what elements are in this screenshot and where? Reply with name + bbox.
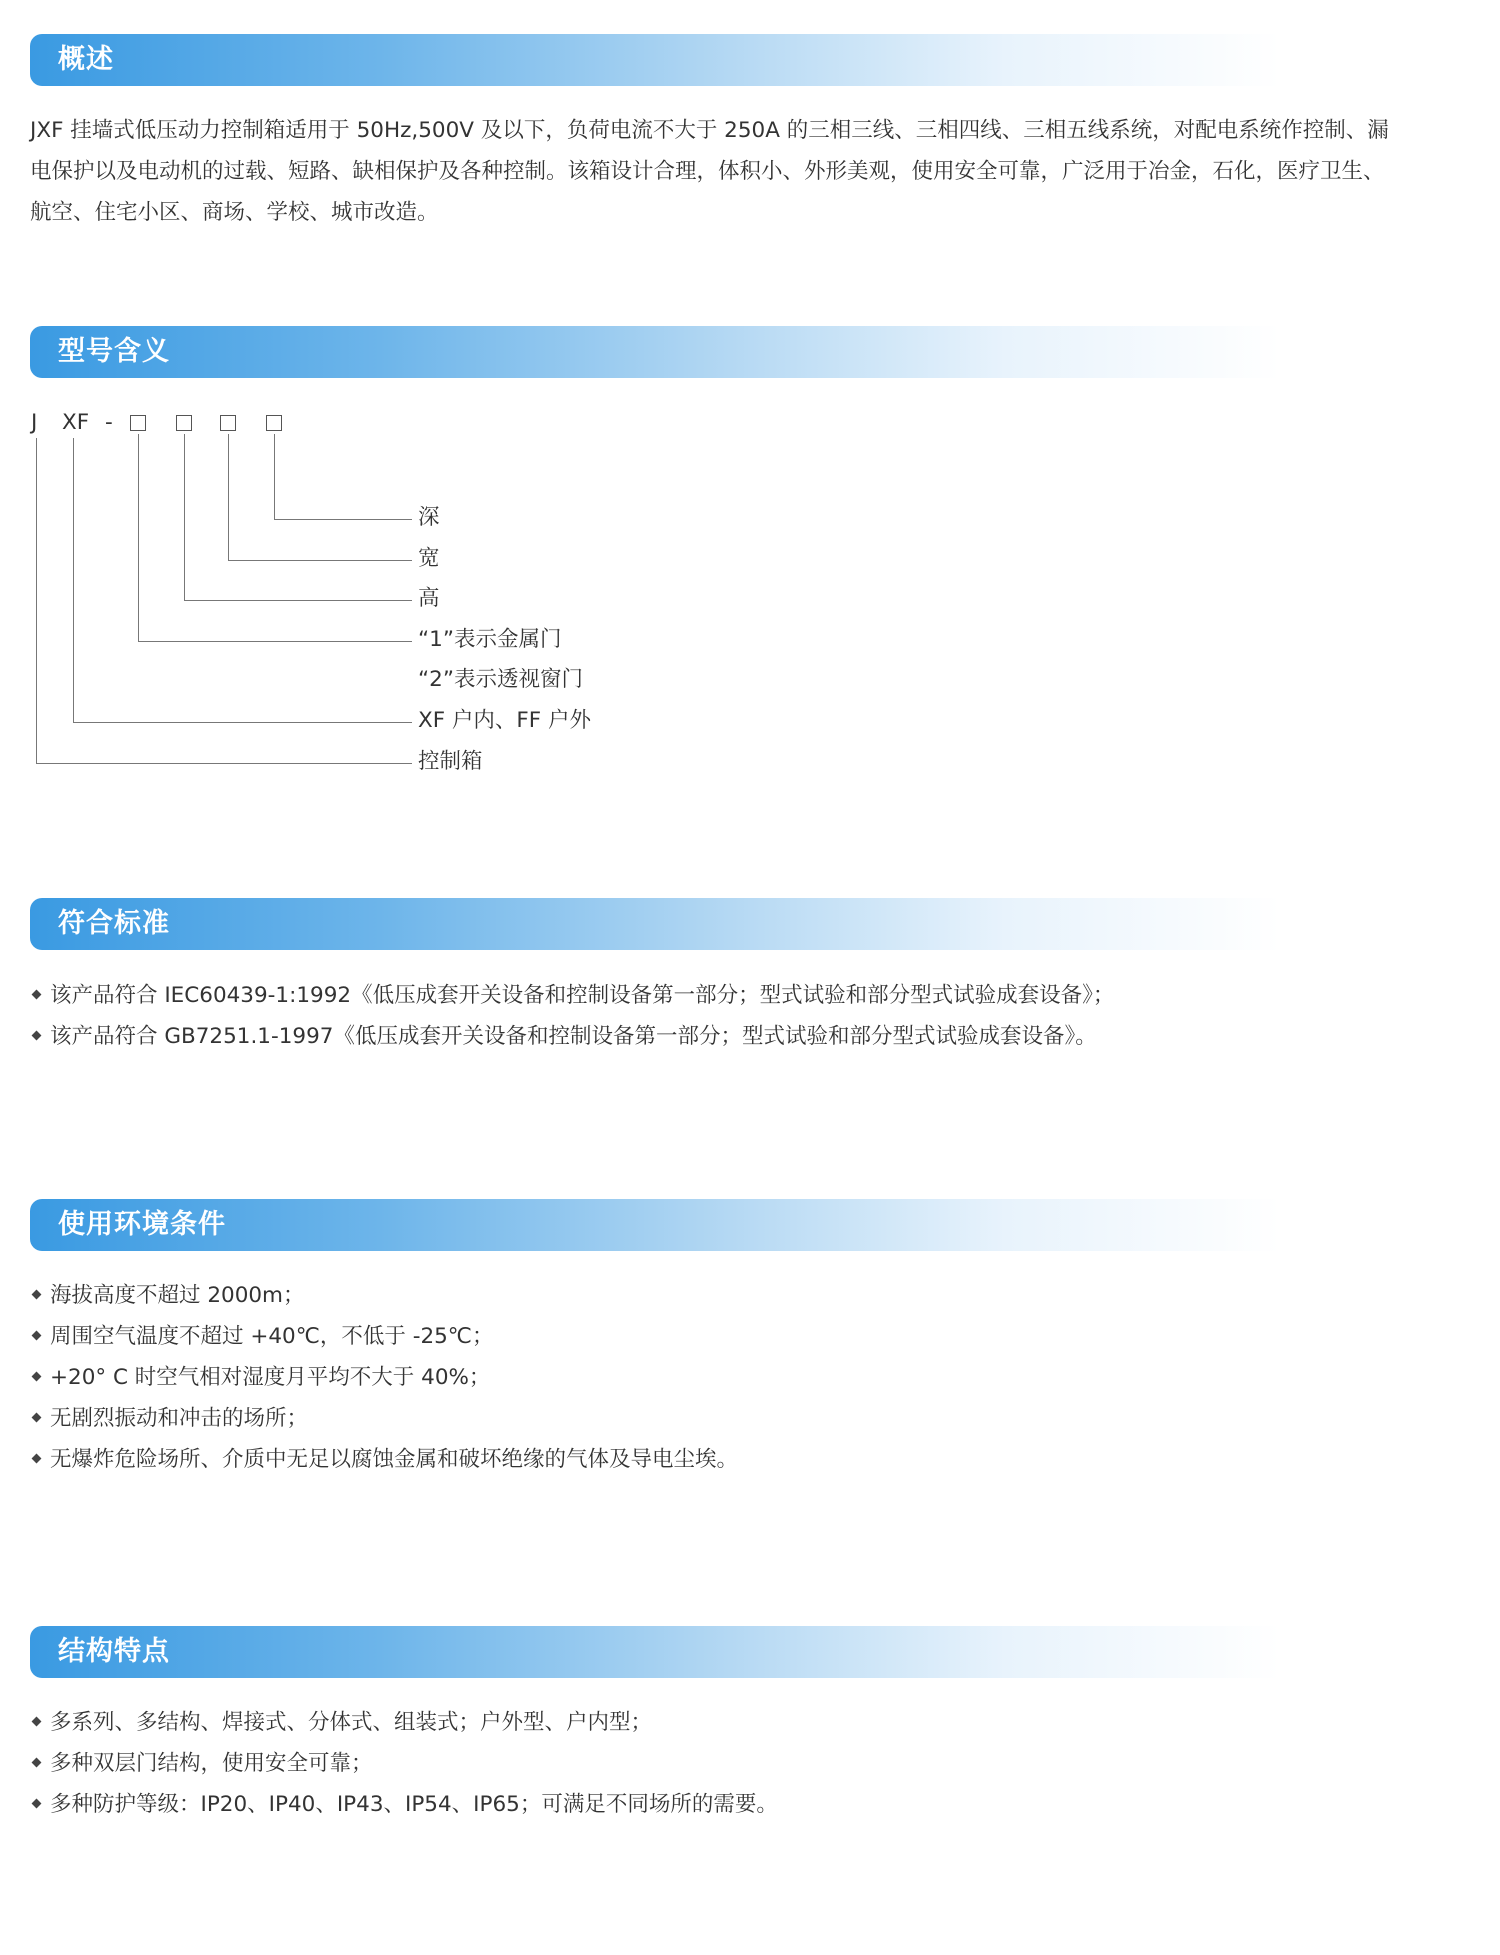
leader-xf-v [73, 438, 74, 722]
code-box-depth [266, 415, 282, 431]
leader-width-h [228, 560, 412, 561]
standards-item: 该产品符合 IEC60439-1:1992《低压成套开关设备和控制设备第一部分；型式试验和部分型式试验成套设备》； [50, 983, 1115, 1008]
diamond-bullet-icon [32, 1799, 42, 1809]
environment-title: 使用环境条件 [58, 1209, 226, 1240]
model-code-diagram [0, 400, 700, 800]
list-item [30, 1316, 1490, 1357]
structure-title: 结构特点 [58, 1636, 170, 1667]
list-item [30, 1784, 1490, 1825]
leader-height-v [184, 434, 185, 600]
diamond-bullet-icon [32, 1290, 42, 1300]
code-j: J [31, 410, 38, 435]
environment-header [30, 1199, 1280, 1251]
leader-door-v [138, 434, 139, 641]
environment-list [30, 1275, 1490, 1480]
diamond-bullet-icon [32, 1758, 42, 1768]
environment-item: 周围空气温度不超过 +40℃，不低于 -25℃； [50, 1324, 494, 1349]
code-box-width [220, 415, 236, 431]
diamond-bullet-icon [32, 1331, 42, 1341]
structure-item: 多种双层门结构，使用安全可靠； [50, 1751, 373, 1776]
label-height: 高 [418, 586, 440, 611]
diamond-bullet-icon [32, 1372, 42, 1382]
structure-item: 多种防护等级：IP20、IP40、IP43、IP54、IP65；可满足不同场所的需要。 [50, 1792, 778, 1817]
leader-door-h [138, 641, 412, 642]
label-depth: 深 [418, 505, 440, 530]
environment-item: 海拔高度不超过 2000m； [50, 1283, 305, 1308]
overview-line: 电保护以及电动机的过载、短路、缺相保护及各种控制。该箱设计合理，体积小、外形美观，使用安全可靠，广泛用于冶金，石化，医疗卫生、 [30, 159, 1385, 184]
overview-header [30, 34, 1280, 86]
leader-height-h [184, 600, 412, 601]
code-box-height [176, 415, 192, 431]
leader-depth-h [274, 519, 412, 520]
standards-item: 该产品符合 GB7251.1-1997《低压成套开关设备和控制设备第一部分；型式试验和部分型式试验成套设备》。 [50, 1024, 1097, 1049]
standards-header [30, 898, 1280, 950]
diamond-bullet-icon [32, 990, 42, 1000]
list-item [30, 1357, 1490, 1398]
code-dash: - [105, 410, 113, 435]
model-title: 型号含义 [58, 336, 170, 367]
standards-title: 符合标准 [58, 908, 170, 939]
model-header [30, 326, 1280, 378]
label-door-metal: “1”表示金属门 [418, 627, 562, 652]
environment-item: 无爆炸危险场所、介质中无足以腐蚀金属和破坏绝缘的气体及导电尘埃。 [50, 1447, 739, 1472]
structure-item: 多系列、多结构、焊接式、分体式、组装式；户外型、户内型； [50, 1710, 653, 1735]
list-item [30, 1016, 1490, 1057]
list-item [30, 1702, 1490, 1743]
overview-line: 航空、住宅小区、商场、学校、城市改造。 [30, 200, 439, 225]
list-item [30, 1439, 1490, 1480]
overview-paragraph [30, 110, 1490, 233]
code-box-door [130, 415, 146, 431]
diamond-bullet-icon [32, 1454, 42, 1464]
standards-list [30, 975, 1490, 1057]
structure-list [30, 1702, 1490, 1825]
diamond-bullet-icon [32, 1031, 42, 1041]
leader-j-h [36, 763, 412, 764]
label-control-box: 控制箱 [418, 749, 483, 774]
list-item [30, 1743, 1490, 1784]
list-item [30, 1275, 1490, 1316]
leader-j-v [36, 438, 37, 763]
environment-item: +20° C 时空气相对湿度月平均不大于 40%； [50, 1365, 491, 1390]
list-item [30, 975, 1490, 1016]
code-xf: XF [62, 410, 90, 435]
environment-item: 无剧烈振动和冲击的场所； [50, 1406, 309, 1431]
overview-title: 概述 [58, 44, 114, 75]
leader-width-v [228, 434, 229, 560]
list-item [30, 1398, 1490, 1439]
diamond-bullet-icon [32, 1413, 42, 1423]
structure-header [30, 1626, 1280, 1678]
leader-xf-h [73, 722, 412, 723]
overview-line: JXF 挂墙式低压动力控制箱适用于 50Hz,500V 及以下，负荷电流不大于 250A 的三相三线、三相四线、三相五线系统，对配电系统作控制、漏 [30, 118, 1389, 143]
label-door-window: “2”表示透视窗门 [418, 667, 583, 692]
leader-depth-v [274, 434, 275, 519]
label-width: 宽 [418, 546, 440, 571]
diamond-bullet-icon [32, 1717, 42, 1727]
label-indoor-outdoor: XF 户内、FF 户外 [418, 708, 591, 733]
